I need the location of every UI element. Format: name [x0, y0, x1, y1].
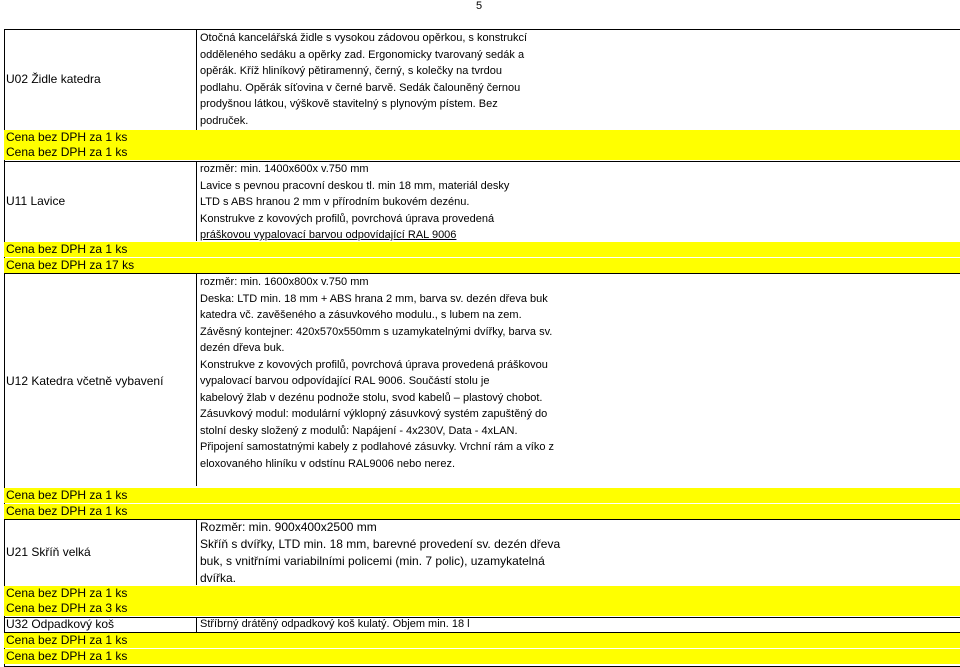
item-label-u02: U02 Židle katedra [6, 72, 101, 86]
item-description-u21 [200, 519, 560, 587]
description-line: rozměr: min. 1600x800x v.750 mm [200, 276, 369, 288]
item-label-u11: U11 Lavice [6, 194, 66, 208]
description-line: podlahu. Opěrák síťovina v černé barvě. Sedák čalouněný černou [200, 81, 521, 94]
column-divider [196, 273, 197, 486]
description-line: odděleného sedáku a opěrky zad. Ergonomicky tvarovaný sedák a [200, 48, 525, 61]
price-row [4, 586, 960, 601]
price-label: Cena bez DPH za 1 ks [6, 649, 128, 663]
price-row [4, 601, 960, 616]
description-line: buk, s vnitřními variabilními policemi (min. 7 polic), uzamykatelná [200, 554, 545, 568]
item-label-u12: U12 Katedra včetně vybavení [6, 374, 164, 388]
price-label: Cena bez DPH za 1 ks [6, 242, 128, 256]
price-label: Cena bez DPH za 1 ks [6, 488, 128, 502]
description-line: Skříň s dvířky, LTD min. 18 mm, barevné provedení sv. dezén dřeva [200, 537, 561, 551]
description-line: Závěsný kontejner: 420x570x550mm s uzamykatelnými dvířky, barva sv. [200, 325, 553, 338]
description-line: Konstrukve z kovových profilů, povrchová úprava provedená práškovou [200, 358, 548, 371]
description-line: vypalovací barvou odpovídající RAL 9006. Součástí stolu je [200, 375, 490, 387]
price-label: Cena bez DPH za 1 ks [6, 145, 128, 159]
price-row [4, 504, 960, 519]
description-line: dezén dřeva buk. [200, 342, 285, 354]
description-line: LTD s ABS hranou 2 mm v přírodním bukovém dezénu. [200, 196, 470, 208]
table-left-border [4, 29, 5, 667]
column-divider [196, 617, 197, 632]
item-label-u32: U32 Odpadkový koš [6, 617, 115, 631]
description-line: stolní desky složený z modulů: Napájení - 4x230V, Data - 4xLAN. [200, 424, 518, 437]
description-line: katedra vč. zavěšeného a zásuvkového modulu., s lubem na zem. [200, 309, 522, 321]
price-label: Cena bez DPH za 1 ks [6, 130, 128, 144]
description-line: Připojení samostatnými kabely z podlahové zásuvky. Vrchní rám a víko z [200, 441, 554, 453]
price-label: Cena bez DPH za 1 ks [6, 586, 128, 600]
price-label: Cena bez DPH za 3 ks [6, 601, 128, 615]
price-row [4, 145, 960, 160]
column-divider [196, 29, 197, 130]
page-number: 5 [476, 0, 483, 12]
description-line: eloxovaného hliníku v odstínu RAL9006 nebo nerez. [200, 457, 456, 470]
description-line: Lavice s pevnou pracovní deskou tl. min 18 mm, materiál desky [200, 179, 510, 192]
price-label: Cena bez DPH za 1 ks [6, 504, 128, 518]
description-line: kabelový žlab v dezénu podnože stolu, svod kabelů – plastový chobot. [200, 391, 543, 404]
column-divider [196, 161, 197, 241]
description-line: opěrák. Kříž hliníkový pětiramenný, černý, s kolečky na tvrdou [200, 65, 503, 77]
description-line: prodyšnou látkou, výškově stavitelný s plynovým pístem. Bez [200, 98, 498, 110]
price-row [4, 242, 960, 257]
price-row [4, 488, 960, 503]
description-line: područek. [200, 114, 249, 127]
price-row [4, 258, 960, 273]
description-line: Rozměr: min. 900x400x2500 mm [200, 520, 377, 534]
price-row [4, 633, 960, 648]
description-line: rozměr: min. 1400x600x v.750 mm [200, 163, 369, 175]
item-description-u32 [200, 617, 952, 632]
description-line: práškovou vypalovací barvou odpovídající RAL 9006 [200, 229, 457, 241]
item-label-u21: U21 Skříň velká [6, 545, 91, 559]
description-line: Otočná kancelářská židle s vysokou zádovou opěrkou, s konstrukcí [200, 32, 528, 44]
description-line: Konstrukve z kovových profilů, povrchová úprava provedená [200, 212, 495, 225]
description-line: dvířka. [200, 571, 237, 585]
description-line: Stříbrný drátěný odpadkový koš kulatý. Objem min. 18 l [200, 618, 470, 630]
item-description-u11 [200, 161, 952, 244]
description-line: Deska: LTD min. 18 mm + ABS hrana 2 mm, barva sv. dezén dřeva buk [200, 292, 548, 305]
price-row [4, 649, 960, 664]
column-divider [196, 519, 197, 585]
item-description-u12 [200, 274, 952, 472]
description-line: Zásuvkový modul: modulární výklopný zásuvkový systém zapuštěný do [200, 408, 548, 420]
price-row [4, 130, 960, 145]
price-label: Cena bez DPH za 17 ks [6, 258, 135, 272]
price-label: Cena bez DPH za 1 ks [6, 633, 128, 647]
item-description-u02 [200, 30, 952, 129]
